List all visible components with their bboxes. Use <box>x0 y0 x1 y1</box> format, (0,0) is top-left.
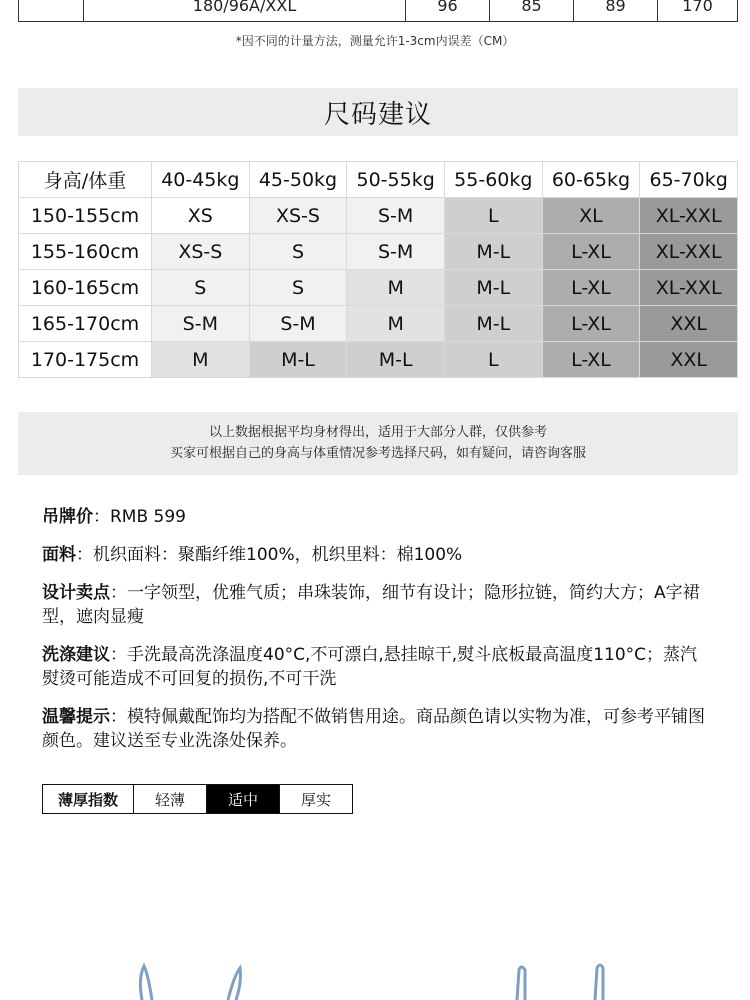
size-recommendation: S <box>249 234 347 270</box>
size-recommendation: XXL <box>640 342 738 378</box>
size-height-range: 165-170cm <box>19 306 152 342</box>
detail-item <box>42 705 712 753</box>
product-details <box>42 505 712 767</box>
size-recommendation: M-L <box>347 342 445 378</box>
detail-item <box>42 543 712 567</box>
size-recommendation: M-L <box>444 306 542 342</box>
size-table-header: 身高/体重 <box>19 162 152 198</box>
size-table-header: 60-65kg <box>542 162 640 198</box>
thickness-option-light: 轻薄 <box>133 785 206 813</box>
size-table-row <box>19 306 738 342</box>
size-recommendation: S <box>152 270 250 306</box>
size-table-row <box>19 270 738 306</box>
size-height-range: 155-160cm <box>19 234 152 270</box>
detail-item <box>42 581 712 629</box>
measurement-cell: 85 <box>489 0 573 21</box>
size-recommendation: M <box>347 306 445 342</box>
hanger-strap-icon <box>505 960 625 1000</box>
size-recommendation: XS-S <box>249 198 347 234</box>
size-recommendation: M-L <box>444 234 542 270</box>
size-table-header-row <box>19 162 738 198</box>
size-table-header: 45-50kg <box>249 162 347 198</box>
size-recommendation: L-XL <box>542 270 640 306</box>
detail-key: 洗涤建议 <box>42 645 110 665</box>
size-note-line: 以上数据根据平均身材得出，适用于大部分人群，仅供参考 <box>208 425 547 440</box>
size-height-range: 170-175cm <box>19 342 152 378</box>
size-recommendation: M <box>347 270 445 306</box>
size-table-header: 50-55kg <box>347 162 445 198</box>
detail-value: ：一字领型，优雅气质；串珠装饰，细节有设计；隐形拉链，简约大方；A字裙型，遮肉显瘦 <box>42 583 700 627</box>
size-recommendation: S <box>249 270 347 306</box>
measurement-table-row <box>18 0 738 22</box>
thickness-option-medium: 适中 <box>206 785 279 813</box>
size-recommendation: L-XL <box>542 306 640 342</box>
size-recommendation: M-L <box>249 342 347 378</box>
size-table-header: 40-45kg <box>152 162 250 198</box>
size-recommendation: S-M <box>249 306 347 342</box>
size-guide-title: 尺码建议 <box>18 88 738 136</box>
size-recommendation: M <box>152 342 250 378</box>
thickness-label: 薄厚指数 <box>57 790 118 809</box>
size-guide-table <box>18 161 738 378</box>
size-recommendation: XXL <box>640 306 738 342</box>
detail-key: 面料 <box>42 545 76 565</box>
thickness-index <box>42 784 353 814</box>
size-recommendation: XL-XXL <box>640 270 738 306</box>
detail-key: 温馨提示 <box>42 707 110 727</box>
size-table-row <box>19 234 738 270</box>
detail-value: ：模特佩戴配饰均为搭配不做销售用途。商品颜色请以实物为准，可参考平铺图颜色。建议送至专业洗涤处保养。 <box>42 707 705 751</box>
size-recommendation: XS <box>152 198 250 234</box>
thickness-option-thick: 厚实 <box>279 785 352 813</box>
detail-value: ：机织面料：聚酯纤维100%，机织里料：棉100% <box>76 545 463 565</box>
size-recommendation: XS-S <box>152 234 250 270</box>
size-recommendation: XL-XXL <box>640 198 738 234</box>
size-table-row <box>19 342 738 378</box>
measurement-cell: 170 <box>657 0 737 21</box>
size-recommendation: L-XL <box>542 234 640 270</box>
size-recommendation: XL <box>542 198 640 234</box>
size-recommendation: L <box>444 342 542 378</box>
detail-value: ：RMB 599 <box>93 507 186 527</box>
detail-key: 设计卖点 <box>42 583 110 603</box>
size-recommendation: S-M <box>152 306 250 342</box>
size-recommendation: L <box>444 198 542 234</box>
measurement-cell: 180/96A/XXL <box>83 0 405 21</box>
size-height-range: 160-165cm <box>19 270 152 306</box>
size-recommendation: L-XL <box>542 342 640 378</box>
size-table-header: 65-70kg <box>640 162 738 198</box>
size-recommendation: XL-XXL <box>640 234 738 270</box>
measurement-cell: 89 <box>573 0 657 21</box>
size-table-header: 55-60kg <box>444 162 542 198</box>
size-table-row <box>19 198 738 234</box>
measurement-cell: 96 <box>405 0 489 21</box>
hanger-strap-icon <box>130 960 250 1000</box>
detail-item <box>42 505 712 529</box>
measurement-note: *因不同的计量方法，测量允许1-3cm内误差（CM） <box>235 34 515 48</box>
detail-key: 吊牌价 <box>42 507 93 527</box>
size-height-range: 150-155cm <box>19 198 152 234</box>
size-guide-note <box>18 412 738 475</box>
size-recommendation: S-M <box>347 234 445 270</box>
measurement-cell <box>19 0 83 21</box>
size-recommendation: M-L <box>444 270 542 306</box>
detail-item <box>42 643 712 691</box>
size-recommendation: S-M <box>347 198 445 234</box>
size-note-line: 买家可根据自己的身高与体重情况参考选择尺码，如有疑问，请咨询客服 <box>169 446 586 461</box>
detail-value: ：手洗最高洗涤温度40°C,不可漂白,悬挂晾干,熨斗底板最高温度110°C；蒸汽熨烫可能造成不可回复的损伤,不可干洗 <box>42 645 698 689</box>
